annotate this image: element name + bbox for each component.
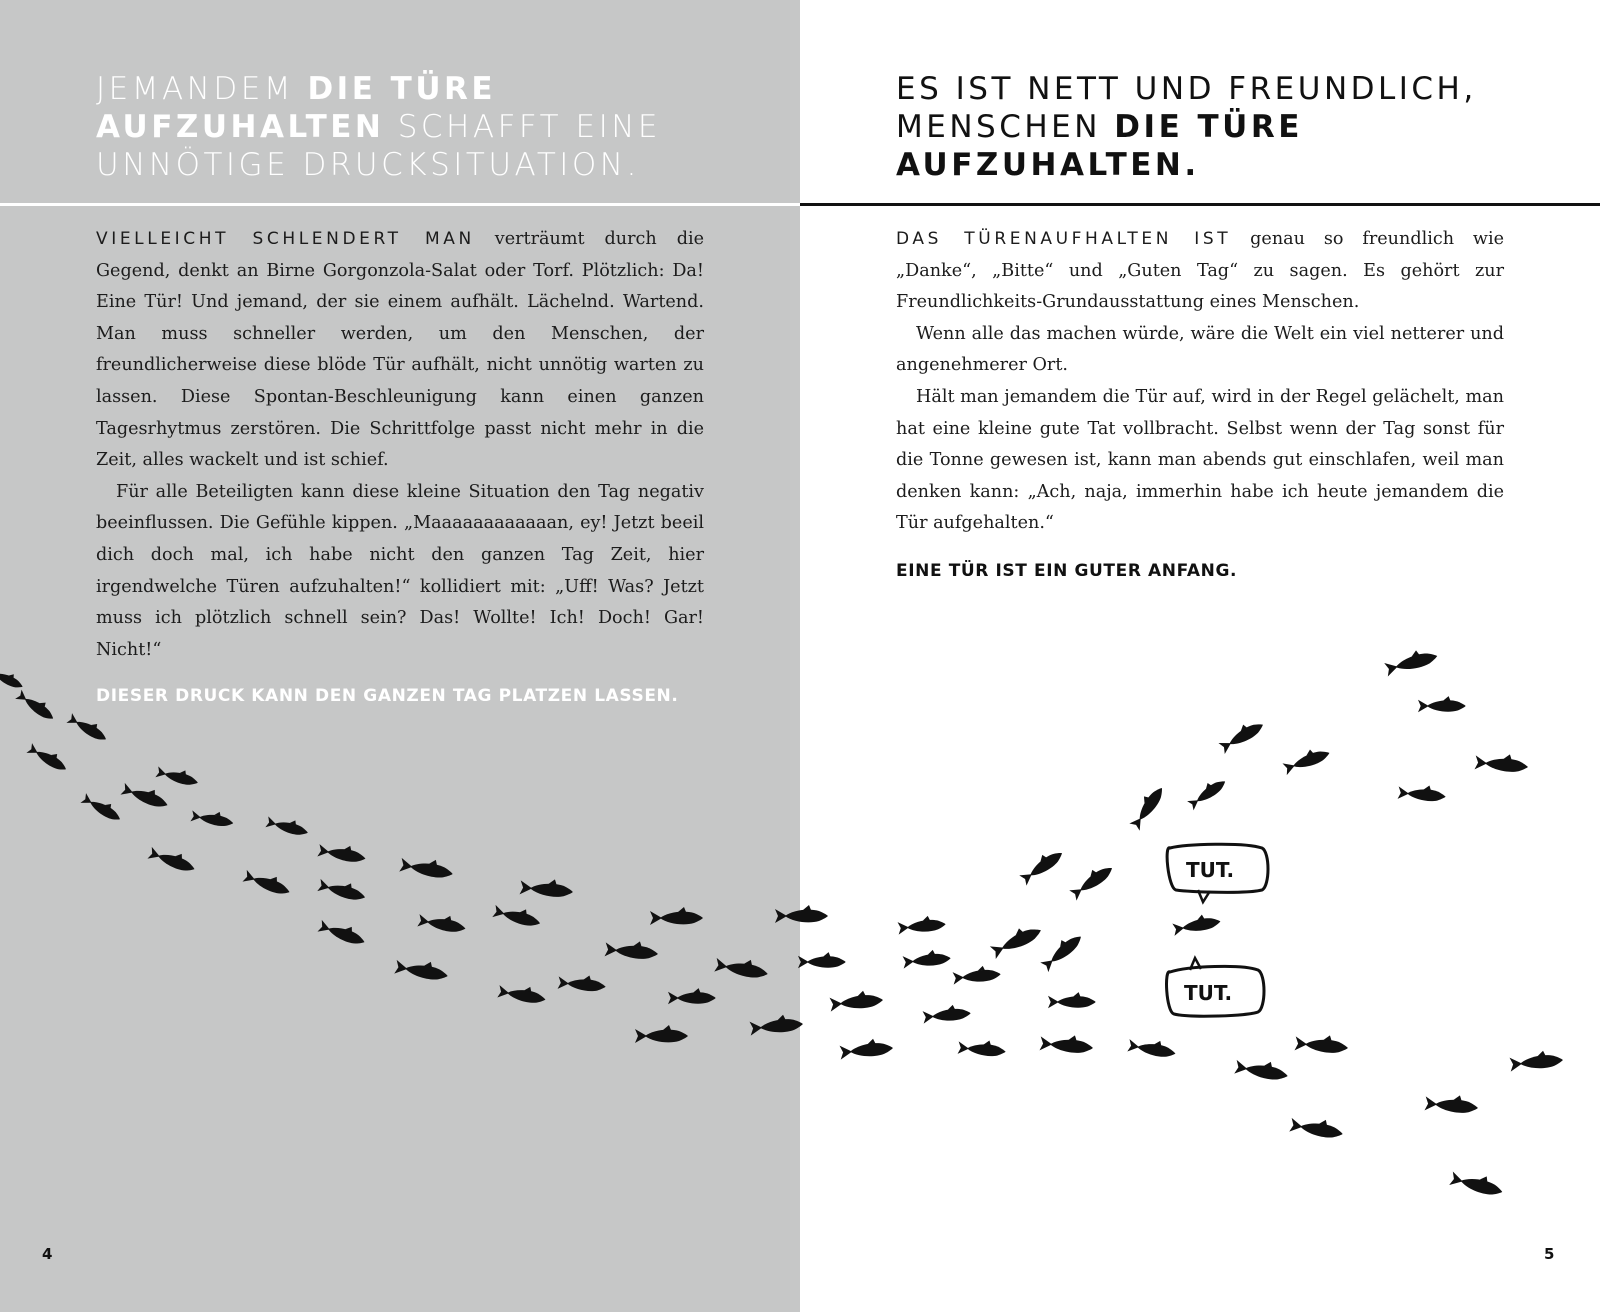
- heading-text: ES IST NETT UND FREUNDLICH, MENSCHEN: [896, 71, 1477, 145]
- left-page-heading: [96, 70, 776, 184]
- heading-divider: [800, 203, 1600, 206]
- paragraph-text: verträumt durch die Gegend, denkt an Birne Gorgonzola-Salat oder Torf. Plötzlich: Da! Eine Tür! Und jemand, der sie einem aufhält. Lächelnd. Wartend. Man muss schneller werden, um den Menschen, der freundlicherweise diese blöde Tür aufhält, nicht unnötig warten zu lassen. Diese Spontan-Beschleunigung kann einen ganzen Tagesrhytmus zerstören. Die Schrittfolge passt nicht mehr in die Zeit, alles wackelt und ist schief.: [96, 229, 704, 471]
- right-page: [800, 0, 1600, 1312]
- right-page-heading: [896, 70, 1576, 184]
- lead-in: VIELLEICHT SCHLENDERT MAN: [96, 229, 475, 249]
- paragraph: [896, 224, 1504, 319]
- heading-bold: DIE TÜRE AUFZUHALTEN: [96, 71, 497, 145]
- paragraph: [96, 224, 704, 477]
- right-closing-line: EINE TÜR IST EIN GUTER ANFANG.: [896, 561, 1238, 581]
- heading-divider: [0, 203, 800, 206]
- paragraph: Hält man jemandem die Tür auf, wird in der Regel gelächelt, man hat eine kleine gute Tat vollbracht. Selbst wenn der Tag sonst für die Tonne gewesen ist, kann man abends gut einschlafen, weil man denken kann: „Ach, naja, immerhin habe ich heute jemandem die Tür aufgehalten.“: [896, 386, 1504, 534]
- bubble-text-bottom: TUT.: [1184, 981, 1233, 1005]
- heading-text: JEMANDEM: [96, 71, 308, 107]
- paragraph: Für alle Beteiligten kann diese kleine Situation den Tag negativ beeinflussen. Die Gefühle kippen. „Maaaaaaaaaaaan, ey! Jetzt beeil dich doch mal, ich habe nicht den ganzen Tag Zeit, hier irgendwelche Türen aufzuhalten!“ kollidiert mit: „Uff! Was? Jetzt muss ich plötzlich schnell sein? Das! Wollte! Ich! Doch! Gar! Nicht!“: [96, 481, 704, 660]
- left-closing-line: DIESER DRUCK KANN DEN GANZEN TAG PLATZEN LASSEN.: [96, 686, 679, 706]
- bubble-text-top: TUT.: [1186, 858, 1235, 882]
- page-number-right: 5: [1544, 1245, 1555, 1263]
- heading-bold: DIE TÜRE AUFZUHALTEN.: [896, 109, 1303, 183]
- page-number-left: 4: [42, 1245, 53, 1263]
- paragraph-text: genau so freundlich wie „Danke“, „Bitte“ und „Guten Tag“ zu sagen. Es gehört zur Freundlichkeits-Grundausstattung eines Menschen.: [896, 229, 1504, 313]
- heading-text: SCHAFFT EINE UNNÖTIGE DRUCKSITUATION.: [96, 109, 661, 183]
- right-body-text: [896, 224, 1504, 540]
- left-body-text: [96, 224, 704, 666]
- paragraph: Wenn alle das machen würde, wäre die Welt ein viel netterer und angenehmerer Ort.: [896, 323, 1504, 376]
- lead-in: DAS TÜRENAUFHALTEN IST: [896, 229, 1232, 249]
